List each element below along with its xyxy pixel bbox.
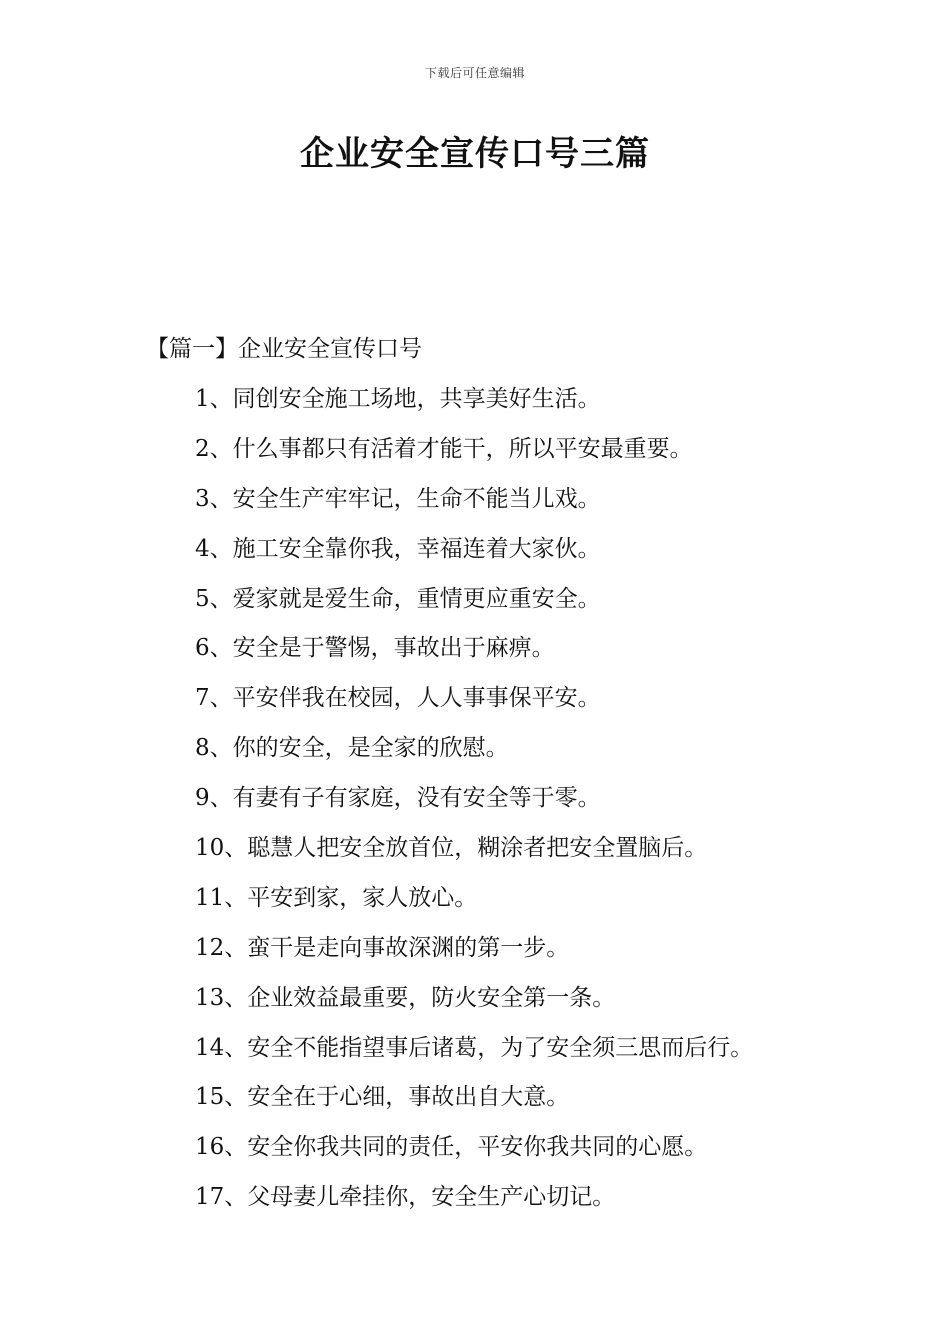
slogan-item: 11、平安到家，家人放心。 [195,884,478,911]
slogan-item: 7、平安伴我在校园，人人事事保平安。 [195,685,601,712]
slogan-item: 13、企业效益最重要，防火安全第一条。 [195,984,616,1011]
slogan-item: 8、你的安全，是全家的欣慰。 [195,735,509,762]
slogan-list [146,381,906,1215]
slogan-item: 17、父母妻儿牵挂你，安全生产心切记。 [195,1184,616,1211]
slogan-item: 16、安全你我共同的责任，平安你我共同的心愿。 [195,1134,708,1161]
slogan-item: 12、蛮干是走向事故深渊的第一步。 [195,934,570,961]
section-one [146,331,906,1229]
slogan-item: 15、安全在于心细，事故出自大意。 [195,1084,570,1111]
slogan-item: 4、施工安全靠你我，幸福连着大家伙。 [195,535,601,562]
slogan-item: 9、有妻有子有家庭，没有安全等于零。 [195,785,601,812]
slogan-item: 10、聪慧人把安全放首位，糊涂者把安全置脑后。 [195,835,708,862]
slogan-item: 1、同创安全施工场地，共享美好生活。 [195,386,601,412]
slogan-item: 6、安全是于警惕，事故出于麻痹。 [195,635,555,662]
header-note: 下载后可任意编辑 [424,66,525,80]
document-title: 企业安全宣传口号三篇 [300,134,650,174]
section-heading: 【篇一】企业安全宣传口号 [146,336,422,362]
slogan-item: 5、爱家就是爱生命，重情更应重安全。 [195,585,601,612]
slogan-item: 2、什么事都只有活着才能干，所以平安最重要。 [195,435,693,462]
slogan-item: 14、安全不能指望事后诸葛，为了安全须三思而后行。 [195,1034,754,1061]
slogan-item: 3、安全生产牢牢记，生命不能当儿戏。 [195,485,601,512]
